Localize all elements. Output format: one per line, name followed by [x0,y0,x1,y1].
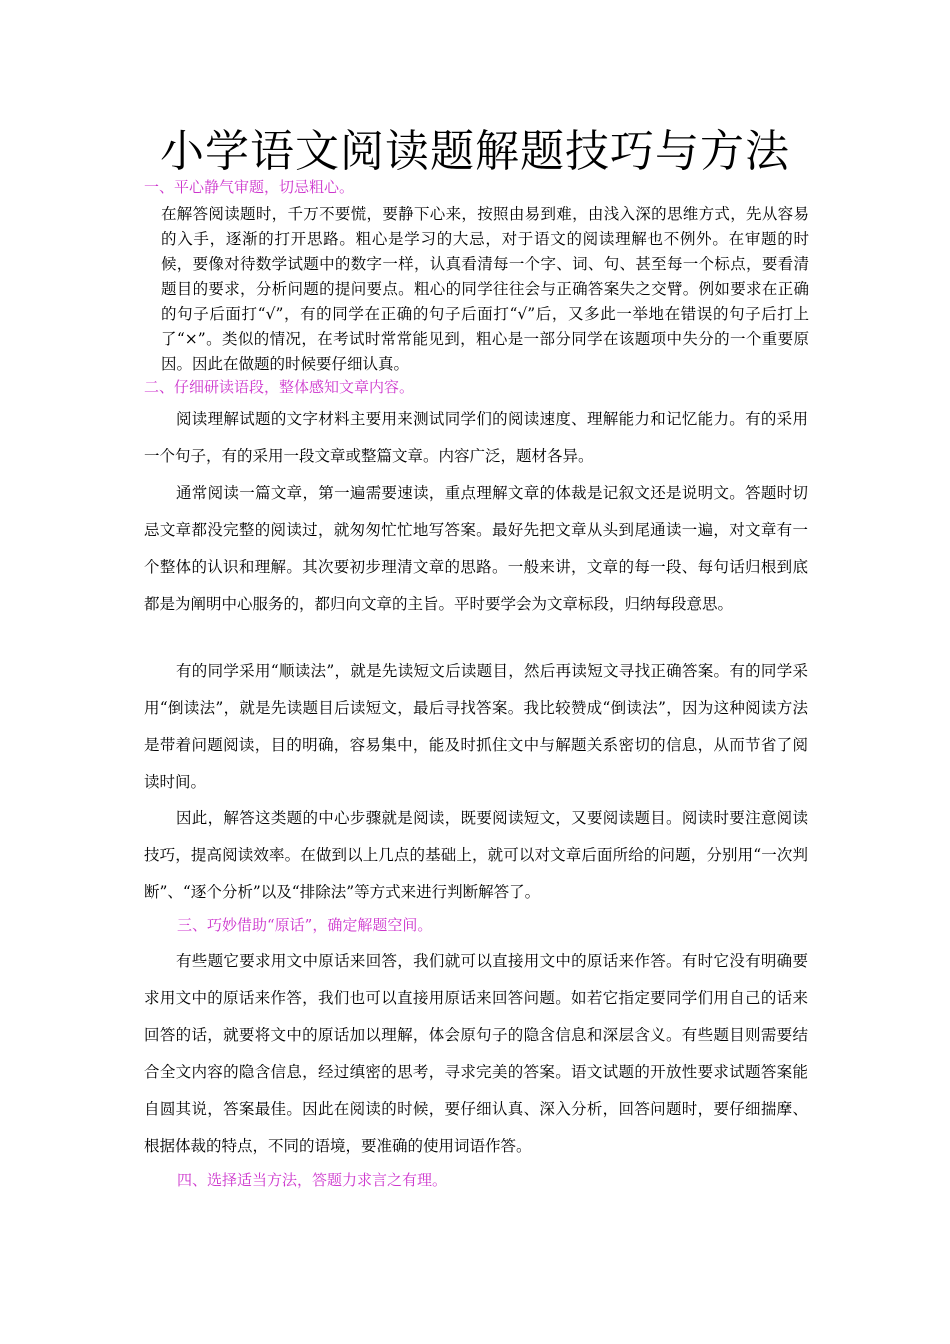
section-heading-2: 二、仔细研读语段，整体感知文章内容。 [144,378,415,396]
section-1-paragraph-1: 在解答阅读题时，千万不要慌，要静下心来，按照由易到难，由浅入深的思维方式，先从容易的入手，逐渐的打开思路。粗心是学习的大忌，对于语文的阅读理解也不例外。在审题的时候，要像对待数学试题中的数字一样，认真看清每一个字、词、句、甚至每一个标点，要看清题目的要求，分析问题的提问要点。粗心的同学往往会与正确答案失之交臂。例如要求在正确的句子后面打“√”，有的同学在正确的句子后面打“√”后，又多此一举地在错误的句子后打上了“×”。类似的情况，在考试时常常能见到，粗心是一部分同学在该题项中失分的一个重要原因。因此在做题的时候要仔细认真。 [161,205,809,373]
section-2-paragraph-1: 阅读理解试题的文字材料主要用来测试同学们的阅读速度、理解能力和记忆能力。有的采用一个句子，有的采用一段文章或整篇文章。内容广泛，题材各异。 [144,410,808,465]
section-heading-4: 四、选择适当方法，答题力求言之有理。 [177,1171,448,1189]
section-heading-3: 三、巧妙借助“原话”，确定解题空间。 [177,916,433,934]
section-3-paragraph-1: 有些题它要求用文中原话来回答，我们就可以直接用文中的原话来作答。有时它没有明确要求用文中的原话来作答，我们也可以直接用原话来回答问题。如若它指定要同学们用自己的话来回答的话，就要将文中的原话加以理解，体会原句子的隐含信息和深层含义。有些题目则需要结合全文内容的隐含信息，经过缜密的思考，寻求完美的答案。语文试题的开放性要求试题答案能自圆其说，答案最佳。因此在阅读的时候，要仔细认真、深入分析，回答问题时，要仔细揣摩、根据体裁的特点，不同的语境，要准确的使用词语作答。 [144,952,808,1155]
document-title: 小学语文阅读题解题技巧与方法 [160,126,790,177]
section-2-paragraph-4: 因此，解答这类题的中心步骤就是阅读，既要阅读短文，又要阅读题目。阅读时要注意阅读技巧，提高阅读效率。在做到以上几点的基础上，就可以对文章后面所给的问题，分别用“一次判断”、“逐个分析”以及“排除法”等方式来进行判断解答了。 [144,809,808,901]
section-2-paragraph-3: 有的同学采用“顺读法”，就是先读短文后读题目，然后再读短文寻找正确答案。有的同学采用“倒读法”，就是先读题目后读短文，最后寻找答案。我比较赞成“倒读法”，因为这种阅读方法是带着问题阅读，目的明确，容易集中，能及时抓住文中与解题关系密切的信息，从而节省了阅读时间。 [144,662,808,791]
section-2-paragraph-2: 通常阅读一篇文章，第一遍需要速读，重点理解文章的体裁是记叙文还是说明文。答题时切忌文章都没完整的阅读过，就匆匆忙忙地写答案。最好先把文章从头到尾通读一遍，对文章有一个整体的认识和理解。其次要初步理清文章的思路。一般来讲，文章的每一段、每句话归根到底都是为阐明中心服务的，都归向文章的主旨。平时要学会为文章标段，归纳每段意思。 [144,484,808,613]
section-heading-1: 一、平心静气审题，切忌粗心。 [144,178,355,196]
